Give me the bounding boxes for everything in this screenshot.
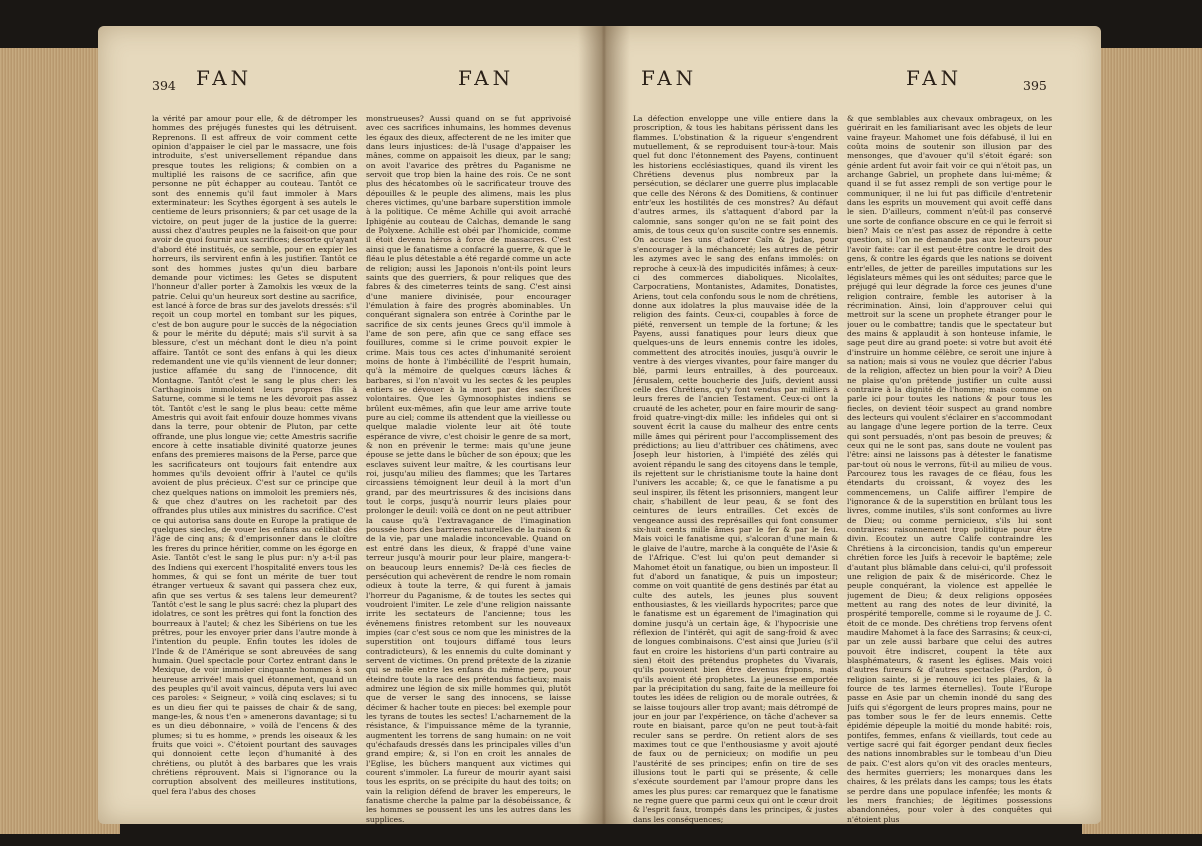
- left-page: [98, 26, 603, 824]
- right-page: [603, 26, 1101, 824]
- column-text: & que semblables aux chevaux ombrageux, on les guérirait en les familiarisant avec les objets de leur vaine frayeur. Mahomet une fois défabusé, il lui en coûta moins de soutenir son illusion par des mensonges, que d'avouer qu'il s'étoit égaré: son génie ardent fut avoir fait voir ce qui n'étoit pas, un archange Gabriel, un prophete dans lui-même; & quand il se fut assez rempli de son vertige pour le communiquer, il ne lui fut pas difficile d'entretenir dans les esprits un mouvement qui avoit ceffé dans le sien. D'ailleurs, comment n'eût-il pas conservé une sorte de confiance obscure en ce qui le ferroit si bien? Mais ce n'est pas assez de répondre à cette question, si l'on ne demande pas aux lecteurs pour l'avoir faite: car il est peut-être contre le droit des gens, & contre les égards que les nations se doivent entr'elles, de jetter de pareilles imputations sur les législateurs mêmes qui les ont séduites; parce que le préjugé qui leur dégrade la force ces jeunes d'une religion contraire, femble les autoriser à la récrimination. Ainsi, loin d'approuver celui qui mettroit sur la scene un prophete étranger pour le jouer ou le combattre; tandis que le spectateur but des mains & applaudit à son honteuse infamie, le sage peut dire au grand poete: si votre but avoit été d'instruire un homme célèbre, ce seroit une injure à sa nation; mais si vous ne voulez que décrier l'abus de la religion, affectez un bien pour la voir? A Dieu ne plaise qu'on prétende justifier un culte aussi contraire à la dignité de l'homme; mais comme on parle ici pour toutes les nations & pour tous les fiecles, on devient téoir suspect au grand nombre des lecteurs qui voulent s'éclairer en s'accommodant au langage d'une legere portion de la terre. Ceux qui sont persuadés, n'ont pas besoin de preuves; & ceux qui ne le sont pas, sans doute ne voulent pas l'être: ainsi ne laissons pas à détester le fanatisme par-tout où nous le verrons, fût-il au milieu de vous. Parcourez tous les ravages de ce fléau, fous les étendarts du croissant, & voyez des les commencemens, un Calife aiffirer l'empire de l'ignorance & de la superstition en brûlant tous les livres, comme inutiles, s'ils sont conformes au livre de Dieu; ou comme pernicieux, s'ils lui sont contraires: raisonnement trop politique pour être divin. Ecoutez un autre Calife contraindre les Chrétiens à la circoncision, tandis qu'un empereur chrétien force les Juifs à recevoir le baptême; zele d'autant plus blâmable dans celui-ci, qu'il professoit une religion de paix & de miséricorde. Chez le peuple conquérant, la violence est appellée le jugement de Dieu; & deux religions opposées mettent au rang des notes de leur divinité, la prospérité temporelle, comme si le royaume de J. C. étoit de ce monde. Des chrétiens trop fervens ofent maudire Mahomet à la face des Sarrasins; & ceux-ci, par un zele aussi barbare que celui des autres pouvoit être indiscret, coupent la tête aux blasphémateurs, & rasent les églises. Mais voici d'autres fureurs & d'autres spectacles (Pardon, ô religion sainte, si je renouve ici tes plaies, & la fource de tes larmes éternelles). Toute l'Europe passe en Asie par un chemin inondé du sang des Juifs qui s'égorgent de leurs propres mains, pour ne pas tomber sous le fer de leurs ennemis. Cette épidémie dépeuple la moitié du monde habité: rois, pontifes, femmes, enfans & vieillards, tout cede au vertige sacré qui fait égorger pendant deux fiecles des nations innombrables sur le tombeau d'un Dieu de paix. C'est alors qu'on vit des oracles menteurs, des hermites guerriers; les monarques dans les chaires, & les prélats dans les camps; tous les états se perdre dans une populace infenfée; les monts & les mers franchies; de légitimes possessions abandonnées, pour voler à des conquêtes qui n'étoient plus: [847, 114, 1052, 824]
- column-text: la vérité par amour pour elle, & de détromper les hommes des préjugés funestes qui les détruisent. Reprenons. Il est affreux de voir comment cette opinion d'appaiser le ciel par le massacre, une fois introduite, s'est universellement répandue dans presque toutes les religions; & combien on a multiplié les raisons de ce sacrifice, afin que personne ne pût échapper au couteau. Tantôt ce sont des ennemis qu'il faut immoler à Mars exterminateur: les Scythes égorgent à ses autels le centieme de leurs prisonniers; & par cet usage de la victoire, on peut juger de la justice de la guerre: aussi chez d'autres peuples ne la faisoit-on que pour avoir de quoi fournir aux sacrifices; desorte qu'ayant d'abord été institués, ce semble, pour en expier les horreurs, ils servirent enfin à les justifier. Tantôt ce sont des hommes justes qu'un dieu barbare demande pour victimes: les Getes se disputent l'honneur d'aller porter à Zamolxis les vœux de la patrie. Celui qu'un heureux sort destine au sacrifice, est lancé à force de bras sur des javelots dressés: s'il reçoit un coup mortel en tombant sur les piques, c'est de bon augure pour le succès de la négociation & pour le mérite du député; mais s'il survit à sa blessure, c'est un méchant dont le dieu n'a point affaire. Tantôt ce sont des enfans à qui les dieux redemandent une vie qu'ils viennent de leur donner; justice affamée du sang de l'innocence, dit Montagne. Tantôt c'est le sang le plus cher: les Carthaginois immoloient leurs propres fils à Saturne, comme si le tems ne les dévoroit pas assez tôt. Tantôt c'est le sang le plus beau: cette même Amestris qui avoit fait enfouir douze hommes vivans dans la terre, pour obtenir de Pluton, par cette offrande, une plus longue vie; cette Amestris sacrifie encore à cette insatiable divinité quatorze jeunes enfans des premieres maisons de la Perse, parce que les sacrificateurs ont toujours fait entendre aux hommes qu'ils devoient offrir à l'autel ce qu'ils avoient de plus précieux. C'est sur ce principe que chez quelques nations on immoloit les premiers nés, & que chez d'autres on les rachetoit par des offrandes plus utiles aux ministres du sacrifice. C'est ce qui autorisa sans doute en Europe la pratique de quelques siecles, de vouer les enfans au célibat dès l'âge de cinq ans; & d'emprisonner dans le cloître les freres du prince héritier, comme on les égorge en Asie. Tantôt c'est le sang le plus pur: n'y a-t-il pas des Indiens qui exercent l'hospitalité envers tous les hommes, & qui se font un mérite de tuer tout étranger vertueux & savant qui passera chez eux, afin que ses vertus & ses talens leur demeurent? Tantôt c'est le sang le plus sacré: chez la plupart des idolatres, ce sont les prêtres qui font la fonction des bourreaux à l'autel; & chez les Sibériens on tue les prêtres, pour les envoyer prier dans l'autre monde à l'intention du peuple. Enfin toutes les idoles de l'Inde & de l'Amérique se sont abreuvées de sang humain. Quel spectacle pour Cortez entrant dans le Mexique, de voir immoler cinquante hommes à son heureuse arrivée! mais quel étonnement, quand un des peuples qu'il avoit vaincus, députa vers lui avec ces paroles: « Seigneur, » voilà cinq esclaves; si tu es un dieu fier qui te paisses de chair & de sang, mange-les, & nous t'en » amenerons davantage; si tu es un dieu débonnaire, » voilà de l'encens & des plumes; si tu es homme, » prends les oiseaux & les fruits que voici ». C'étoient pourtant des sauvages qui donnoient cette leçon d'humanité à des chrétiens, ou plutôt à des barbares que les vrais chrétiens réprouvent. Mais si l'ignorance ou la corruption absolvent des meilleures institutions, quel fera l'abus des choses: [152, 114, 357, 796]
- running-head-word: FAN: [458, 66, 515, 90]
- running-head-word: FAN: [196, 66, 253, 90]
- page-number: 394: [152, 78, 176, 93]
- running-head-word: FAN: [906, 66, 963, 90]
- text-column: [633, 114, 838, 824]
- text-column: [847, 114, 1052, 824]
- left-running-head: [98, 66, 603, 98]
- running-head-word: FAN: [641, 66, 698, 90]
- page-number: 395: [1023, 78, 1047, 93]
- column-text: La défection enveloppe une ville entiere dans la proscription, & tous les habitans périssent dans les flammes. L'obstination & la rigueur s'engendrent mutuellement, & se reproduisent tour-à-tour. Mais quel fut donc l'étonnement des Payens, continuent les historiens ecclésiastiques, quand ils virent les Chrétiens devenus plus nombreux par la persécution, se déclarer une guerre plus implacable que celle des Nérons & des Domitiens, & continuer entr'eux les hostilités de ces monstres? Au défaut d'autres armes, ils s'attaquent d'abord par la calomnie, sans songer qu'on ne se fait point des amis, de tous ceux qu'on suscite contre ses ennemis. On accuse les uns d'adorer Caïn & Judas, pour s'encourager à la méchanceté; les autres de pétrir les azymes avec le sang des enfans immolés: on reproche à ceux-là des impudicités infâmes; à ceux-ci des commerces diaboliques. Nicolaïtes, Carpocratiens, Montanistes, Adamites, Donatistes, Ariens, tout cela confondu sous le nom de chrétiens, donne aux idolatres la plus mauvaise idée de la religion des faints. Ceux-ci, coupables à force de piété, renversent un temple de la fortune; & les Payens, aussi fanatiques pour leurs dieux que quelques-uns de leurs ennemis contre les idoles, commettent des atrocités inouïes, jusqu'à ouvrir le ventre à des vierges vivantes, pour faire manger du blé, parmi leurs entrailles, à des pourceaux. Jérusalem, cette boucherie des Juifs, devient aussi celle des Chrétiens, qu'y font vendus par milliers à leurs freres de l'ancien Testament. Ceux-ci ont la cruauté de les acheter, pour en faire mourir de sang-froid quatre-vingt-dix mille: les infideles qui ont si souvent écrit la cause du malheur des entre cents mille âmes qui périrent pour l'accomplissement des prédictions; au lieu d'attribuer ces châtimens, avec Joseph leur historien, à l'impiété des zélés qui avoient répandu le sang des citoyens dans le temple, ils rejettent sur le christianisme toute la haine dont l'univers les accable; &, ce que le fanatisme a pu seul inspirer, ils fêtent les prisonniers, mangent leur chair, s'habillent de leur peau, & se font des ceintures de leurs entrailles. Cet excès de vengeance aussi des représailles qui font consumer six-huit cents mille âmes par le fer & par le feu. Mais voici le fanatisme qui, s'alcoran d'une main & le glaive de l'autre, marche à la conquête de l'Asie & de l'Afrique. C'est lui qu'on peut demander si Mahomet étoit un fanatique, ou bien un imposteur. Il fut d'abord un fanatique, & puis un imposteur; comme on voit quantité de gens destinés par état au culte des autels, les jeunes plus souvent enthousiastes, & les vieillards hypocrites; parce que le fanatisme est un égarement de l'imagination qui domine jusqu'à un certain âge, & l'hypocrisie une réflexion de l'intérêt, qui agit de sang-froid & avec de longues combinaisons. C'est ainsi que Jurieu (s'il faut en croire les historiens d'un parti contraire au sien) étoit des prétendus prophetes du Vivarais, qu'ils pouvoient bien être devenus fripons, mais qu'ils avoient été prophetes. La jeunesse emportée par la précipitation du sang, faite de la meilleure foi toutes les idées de religion ou de morale outrées, & se laisse toujours aller trop avant; mais détrompé de jour en jour par l'expérience, on tâche d'achever sa route en biaisant, parce qu'on ne peut tout-à-fait reculer sans se perdre. On retient alors de ses maximes tout ce que l'enthousiasme y avoit ajouté de faux ou de pernicieux; on modifie un peu l'austérité de ses principes; enfin on tire de ses illusions tout le parti qui se présente, & celle s'exécute sourdement par l'amour propre dans les ames les plus pures: car remarquez que le fanatisme ne regne guere que parmi ceux qui ont le cœur droit & l'esprit faux, trompés dans les principes, & justes dans les conséquences;: [633, 114, 838, 824]
- text-column: [152, 114, 357, 824]
- column-text: monstrueuses? Aussi quand on se fut apprivoisé avec ces sacrifices inhumains, les hommes devenus les égaux des dieux, affecterent de ne les imiter que dans leurs injustices: de-là l'usage d'appaiser les mânes, comme on appaisoit les dieux, par le sang; on avoit l'avarice des prêtres du Paganisme ne servoit que trop bien la haine des rois. Ce ne sont plus des hécatombes où le sacrificateur trouve des dépouilles & le peuple des alimens, mais les plus cheres victimes, qu'une barbare superstition immole à la politique. Ce même Achille qui avoit arraché Iphigénie au couteau de Calchas, demande le sang de Polyxene. Achille est obéi par l'homicide, comme il étoit devenu héros à force de massacres. C'est ainsi que le fanatisme a confacré la guerre, & que le fléau le plus détestable a été regardé comme un acte de religion; aussi les Japonois n'ont-ils point leurs saints que des guerriers, & pour reliques que des fabres & des cimeterres teints de sang. C'est ainsi d'une maniere divinisée, pour encourager l'émulation à faire des progrès abominables. Un conquérant signalera son entrée à Corinthe par le sacrifice de six cents jeunes Grecs qu'il immole à l'ame de son pere, afin que ce sang efface ses fouillures, comme si le crime pouvoit expier le crime. Mais tous ces actes d'inhumanité seroient moins de honte à l'imbécillité de l'esprit humain, qu'à la mémoire de quelques cœurs lâches & barbares, si l'on n'avoit vu les sectes & les peuples entiers se dévouer à la mort par des sacrifices volontaires. Que les Gymnosophistes indiens se brûlent eux-mêmes, afin que leur ame arrive toute pure au ciel; comme ils attendent que la vieillesse ou quelque maladie violente leur ait ôté toute espérance de vivre, c'est choisir le genre de sa mort, & non en prévenir le terme: mais qu'une jeune épouse se jette dans le bûcher de son époux; que les esclaves suivent leur maître, & les courtisans leur roi, jusqu'au milieu des flammes; que les Tartares circassiens témoignent leur deuil à la mort d'un grand, par des meurtrissures & des incisions dans tout le corps, jusqu'à nourrir leurs plaies pour prolonger le deuil: voilà ce dont on ne peut attribuer la cause qu'à l'extravagance de l'imagination poussée hors des barrieres naturelles de la raison & de la vie, par une maladie inconcevable. Quand on est entré dans les dieux, & frappé d'une vaine terreur jusqu'à mourir pour leur plaire, mangera-t-on beaucoup leurs ennemis? De-là ces fiecles de persécution qui achevèrent de rendre le nom romain odieux à toute la terre, & qui furent à jamais l'horreur du Paganisme, & de toutes les sectes qui voudroient l'imiter. Le zele d'une religion naissante irrite les sectateurs de l'ancienne; tous les évênemens finistres retombent sur les nouveaux impies (car c'est sous ce nom que les ministres de la superstition ont toujours diffamé tous leurs contradicteurs), & les ennemis du culte dominant y servent de victimes. On prend prétexte de la zizanie qui se mêle entre les enfans du même pere, pour éteindre toute la race des prétendus factieux; mais admirez une légion de six mille hommes qui, plutôt que de verser le sang des innocens, se laisse décimer & hacher toute en pieces: bel exemple pour les tyrans de toutes les sectes! L'acharnement de la résistance, & l'impuissance même de la tyrannie, augmentent les torrens de sang humain: on ne voit qu'échafauds dressés dans les principales villes d'un grand empire; &, si l'on en croit les annales de l'Eglise, les bûchers manquent aux victimes qui courent s'immoler. La fureur de mourir ayant saisi tous les esprits, on se précipite du haut des toits; on vain la religion défend de braver les empereurs, le fanatisme cherche la palme par la désobéissance, & les hommes se poussent les uns les autres dans les supplices.: [366, 114, 571, 824]
- right-running-head: [603, 66, 1101, 98]
- text-column: [366, 114, 571, 824]
